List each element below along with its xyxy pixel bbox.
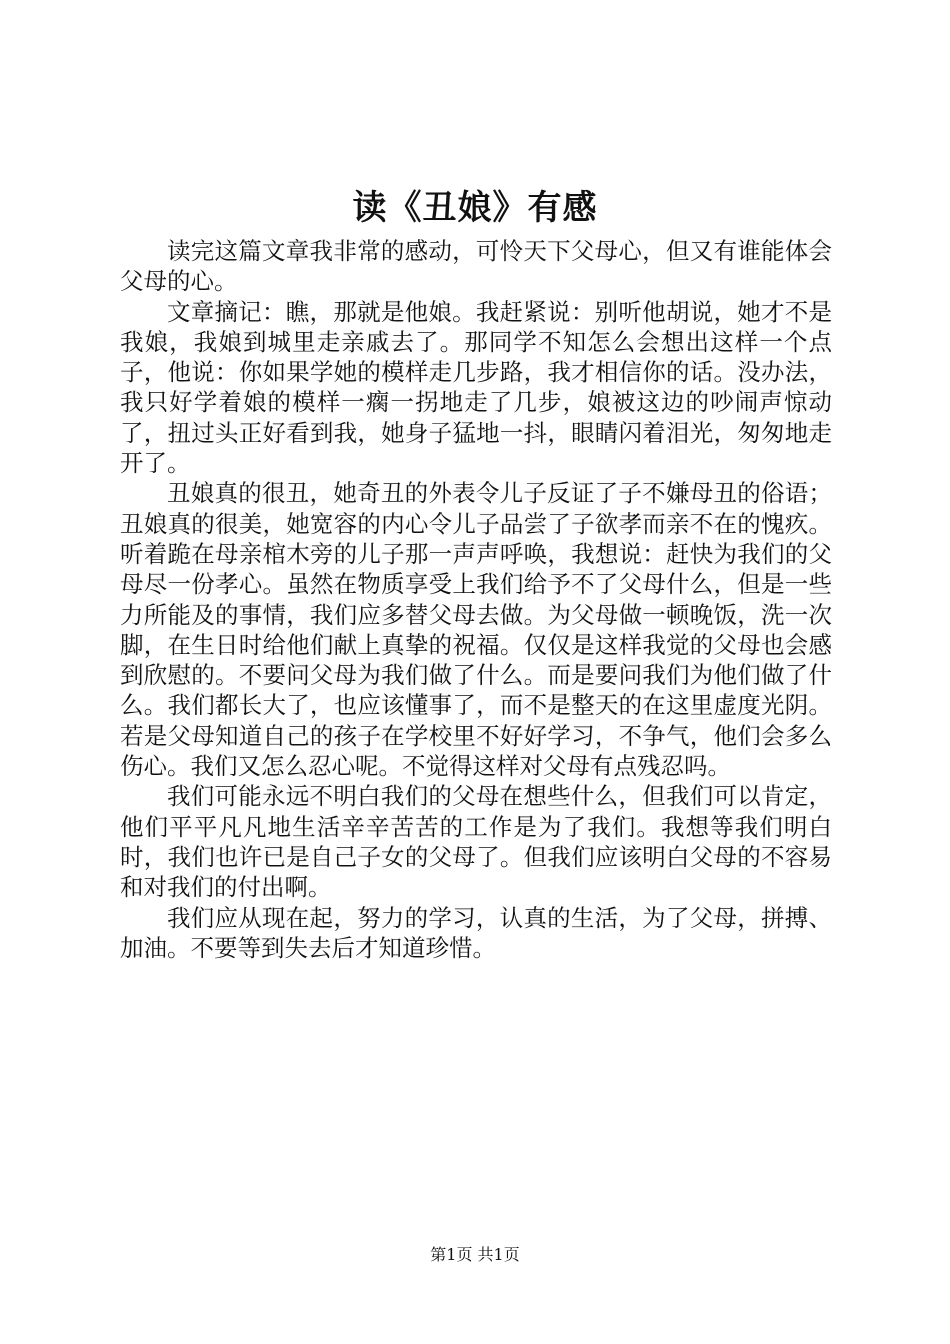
- paragraph-2: 文章摘记：瞧，那就是他娘。我赶紧说：别听他胡说，她才不是我娘，我娘到城里走亲戚去了。那同学不知怎么会想出这样一个点子，他说：你如果学她的模样走几步路，我才相信你的话。没办法，我只好学着娘的模样一瘸一拐地走了几步，娘被这边的吵闹声惊动了，扭过头正好看到我，她身子猛地一抖，眼睛闪着泪光，匆匆地走开了。: [120, 297, 832, 478]
- paragraph-5: 我们应从现在起，努力的学习，认真的生活，为了父母，拼搏、加油。不要等到失去后才知道珍惜。: [120, 903, 832, 962]
- document-body: [120, 236, 832, 963]
- paragraph-4: 我们可能永远不明白我们的父母在想些什么，但我们可以肯定，他们平平凡凡地生活辛辛苦苦的工作是为了我们。我想等我们明白时，我们也许已是自己子女的父母了。但我们应该明白父母的不容易和对我们的付出啊。: [120, 782, 832, 902]
- paragraph-3: 丑娘真的很丑，她奇丑的外表令儿子反证了子不嫌母丑的俗语；丑娘真的很美，她宽容的内心令儿子品尝了子欲孝而亲不在的愧疚。听着跪在母亲棺木旁的儿子那一声声呼唤，我想说：赶快为我们的父母尽一份孝心。虽然在物质享受上我们给予不了父母什么，但是一些力所能及的事情，我们应多替父母去做。为父母做一顿晚饭，洗一次脚，在生日时给他们献上真挚的祝福。仅仅是这样我觉的父母也会感到欣慰的。不要问父母为我们做了什么。而是要问我们为他们做了什么。我们都长大了，也应该懂事了，而不是整天的在这里虚度光阴。若是父母知道自己的孩子在学校里不好好学习，不争气，他们会多么伤心。我们又怎么忍心呢。不觉得这样对父母有点残忍吗。: [120, 479, 832, 781]
- document-title: 读《丑娘》有感: [352, 188, 598, 228]
- page-footer: 第1页 共1页: [430, 1245, 520, 1264]
- paragraph-1: 读完这篇文章我非常的感动，可怜天下父母心，但又有谁能体会父母的心。: [120, 237, 832, 296]
